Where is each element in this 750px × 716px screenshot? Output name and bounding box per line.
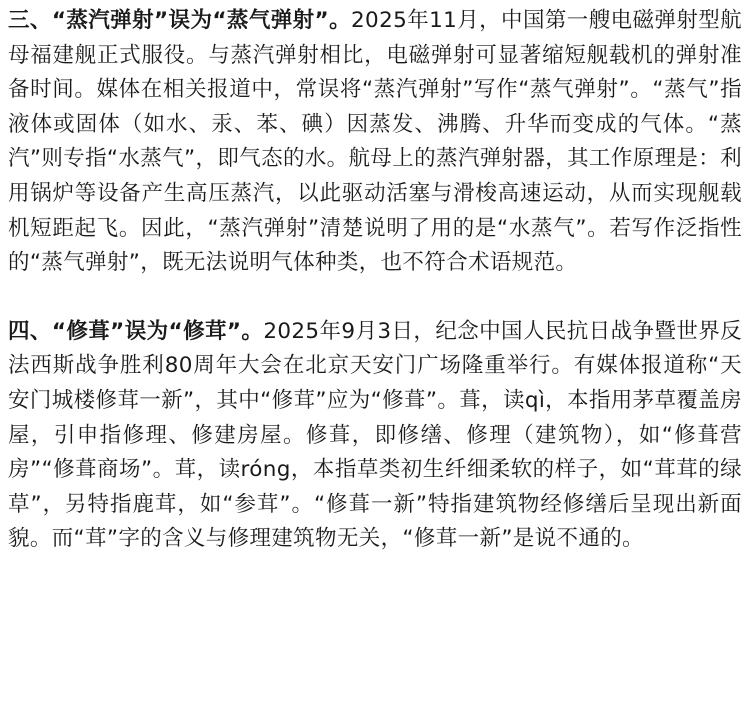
section-three-paragraph bbox=[8, 0, 742, 281]
section-three-heading: 三、“蒸汽弹射”误为“蒸气弹射”。 bbox=[8, 8, 352, 33]
article-body bbox=[8, 0, 742, 557]
section-four-paragraph bbox=[8, 315, 742, 557]
section-four-body: 2025年9月3日，纪念中国人民抗日战争暨世界反法西斯战争胜利80周年大会在北京天安门广场隆重举行。有媒体报道称“天安门城楼修茸一新”，其中“修茸”应为“修葺”。葺，读qì，本指用茅草覆盖房屋，引申指修理、修建房屋。修葺，即修缮、修理（建筑物），如“修葺营房”“修葺商场”。茸，读róng，本指草类初生纤细柔软的样子，如“茸茸的绿草”，另特指鹿茸，如“参茸”。“修葺一新”特指建筑物经修缮后呈现出新面貌。而“茸”字的含义与修理建筑物无关，“修茸一新”是说不通的。 bbox=[8, 318, 742, 552]
section-four-heading: 四、“修葺”误为“修茸”。 bbox=[8, 318, 264, 344]
section-three-body: 2025年11月，中国第一艘电磁弹射型航母福建舰正式服役。与蒸汽弹射相比，电磁弹射可显著缩短舰载机的弹射准备时间。媒体在相关报道中，常误将“蒸汽弹射”写作“蒸气弹射”。“蒸气”指液体或固体（如水、汞、苯、碘）因蒸发、沸腾、升华而变成的气体。“蒸汽”则专指“水蒸气”，即气态的水。航母上的蒸汽弹射器，其工作原理是：利用锅炉等设备产生高压蒸汽，以此驱动活塞与滑梭高速运动，从而实现舰载机短距起飞。因此，“蒸汽弹射”清楚说明了用的是“水蒸气”。若写作泛指性的“蒸气弹射”，既无法说明气体种类，也不符合术语规范。 bbox=[8, 8, 742, 276]
